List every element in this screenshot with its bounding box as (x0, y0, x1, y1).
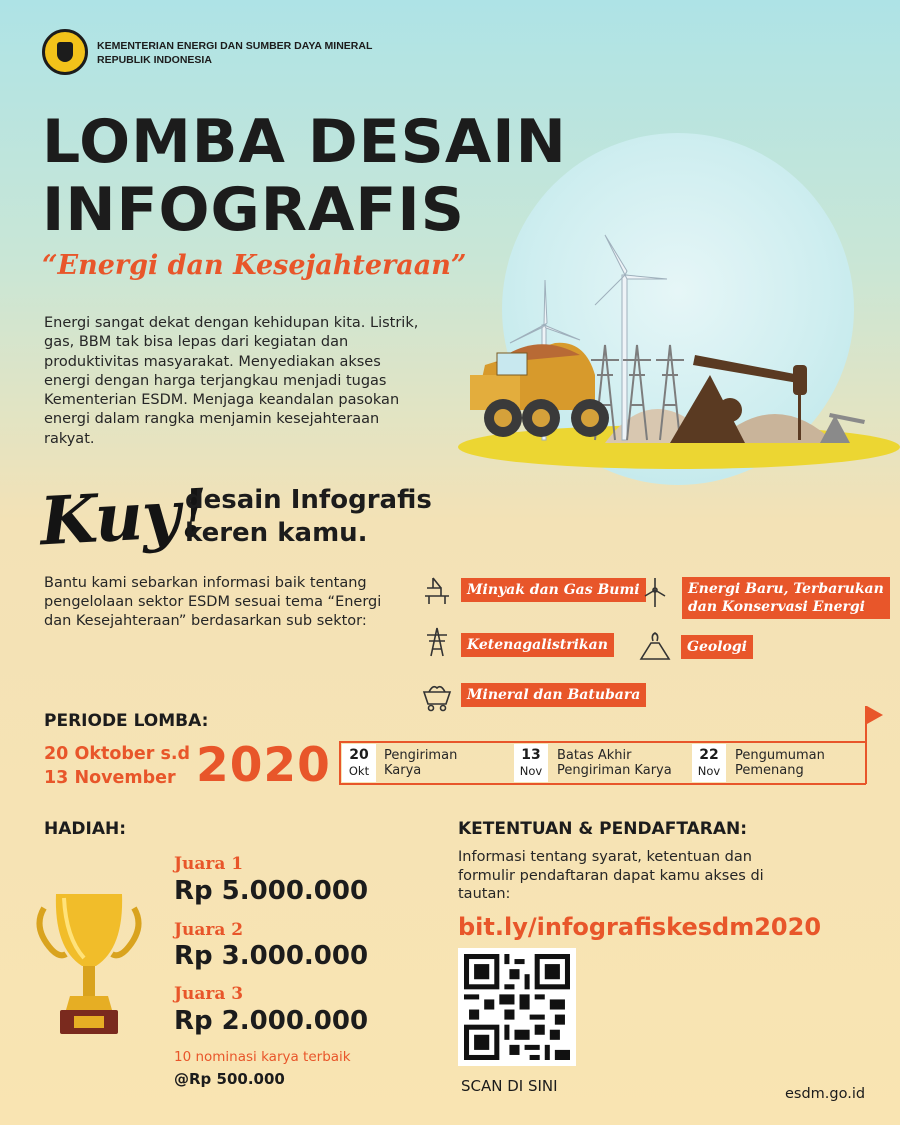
ketentuan-text: Informasi tentang syarat, ketentuan dan formulir pendaftaran dapat kamu akses di tautan: (458, 849, 764, 902)
dump-truck-icon (470, 343, 609, 437)
kuy-tagline-1: desain Infografis (185, 485, 432, 515)
intro-paragraph: Energi sangat dekat dengan kehidupan kita. Listrik, gas, BBM tak bisa lepas dari kegiatan dan produktivitas masyarakat. Menyediakan akses energi dengan harga terjangkau menjadi tugas Kementerian ESDM. Menjaga keandalan pasokan energi dalam rangka menjamin kesejahteraan rakyat. (44, 315, 419, 447)
subsector-ebtke (682, 577, 890, 619)
timeline-top-line (339, 741, 866, 743)
timeline-start-line (339, 741, 341, 784)
ministry-line-2: REPUBLIK INDONESIA (97, 54, 212, 66)
periode-line-2: 13 November (44, 768, 176, 788)
timeline-day-2: 13 (521, 747, 541, 763)
qr-code-icon (464, 954, 570, 1060)
subsector-ebtke-line-1: Energi Baru, Terbarukan (688, 581, 884, 597)
title-line-1: LOMBA DESAIN (42, 107, 567, 177)
power-tower-icon (421, 625, 453, 657)
nominasi-value: @Rp 500.000 (174, 1070, 285, 1088)
kuy-tagline (185, 484, 432, 550)
hadiah-heading: HADIAH: (44, 819, 127, 839)
prize-rank-1: Juara 1 (174, 854, 244, 874)
scan-label: SCAN DI SINI (461, 1077, 558, 1095)
timeline-label-1-line-2: Karya (384, 763, 422, 778)
timeline-month-2: Nov (519, 764, 543, 778)
subsector-geologi: Geologi (681, 635, 753, 659)
timeline-label-2-line-2: Pengiriman Karya (557, 763, 672, 778)
qr-code[interactable] (458, 948, 576, 1066)
site-url[interactable]: esdm.go.id (785, 1086, 866, 1102)
timeline-month-1: Okt (348, 764, 370, 778)
subsector-ebtke-line-2: dan Konservasi Energi (688, 599, 865, 615)
timeline-label-3-line-2: Pemenang (735, 763, 804, 778)
prize-value-2: Rp 3.000.000 (174, 941, 369, 971)
timeline-label-1-line-1: Pengiriman (384, 748, 458, 763)
subsector-ketenagalistrikan: Ketenagalistrikan (461, 633, 614, 657)
timeline-month-3: Nov (697, 764, 721, 778)
subsector-minerba: Mineral dan Batubara (461, 683, 646, 707)
kuy-word: Kuy! (38, 473, 210, 561)
timeline-day-3: 22 (699, 747, 719, 763)
ministry-name (97, 39, 372, 67)
timeline-label-2 (557, 748, 672, 778)
mine-cart-icon (421, 680, 453, 712)
timeline-date-1 (342, 744, 376, 782)
timeline-bottom-line (339, 783, 866, 785)
timeline-label-2-line-1: Batas Akhir (557, 748, 632, 763)
periode-dates (44, 742, 190, 790)
registration-link[interactable]: bit.ly/infografiskesdm2020 (458, 913, 822, 941)
volcano-icon (639, 629, 671, 661)
nominasi-label: 10 nominasi karya terbaik (174, 1049, 351, 1065)
energy-illustration (455, 225, 900, 450)
prize-value-1: Rp 5.000.000 (174, 876, 369, 906)
subsector-migas: Minyak dan Gas Bumi (461, 578, 646, 602)
wind-turbine-icon (639, 576, 671, 608)
prize-rank-3: Juara 3 (174, 984, 244, 1004)
timeline-label-3-line-1: Pengumuman (735, 748, 825, 763)
timeline-label-1 (384, 748, 457, 778)
ketentuan-heading: KETENTUAN & PENDAFTARAN: (458, 819, 748, 839)
small-pump-jack-icon (820, 413, 865, 443)
timeline-label-3 (735, 748, 825, 778)
prize-rank-2: Juara 2 (174, 920, 244, 940)
prize-value-3: Rp 2.000.000 (174, 1006, 369, 1036)
esdm-logo-icon (42, 29, 88, 75)
timeline-date-3 (692, 744, 726, 782)
kuy-tagline-2: keren kamu. (185, 518, 368, 548)
periode-year: 2020 (196, 738, 331, 793)
timeline-date-2 (514, 744, 548, 782)
oil-rig-icon (421, 574, 453, 606)
page-title (42, 108, 567, 244)
ministry-line-1: KEMENTERIAN ENERGI DAN SUMBER DAYA MINERAL (97, 40, 373, 52)
title-line-2: INFOGRAFIS (42, 175, 465, 245)
theme-subtitle: “Energi dan Kesejahteraan” (42, 250, 467, 281)
help-paragraph: Bantu kami sebarkan informasi baik tentang pengelolaan sektor ESDM sesuai tema “Energi dan Kesejahteraan” berdasarkan sub sektor: (44, 575, 382, 629)
trophy-icon (34, 888, 144, 1043)
periode-line-1: 20 Oktober s.d (44, 744, 191, 764)
timeline-day-1: 20 (349, 747, 369, 763)
flag-icon (867, 706, 883, 724)
periode-heading: PERIODE LOMBA: (44, 711, 209, 731)
